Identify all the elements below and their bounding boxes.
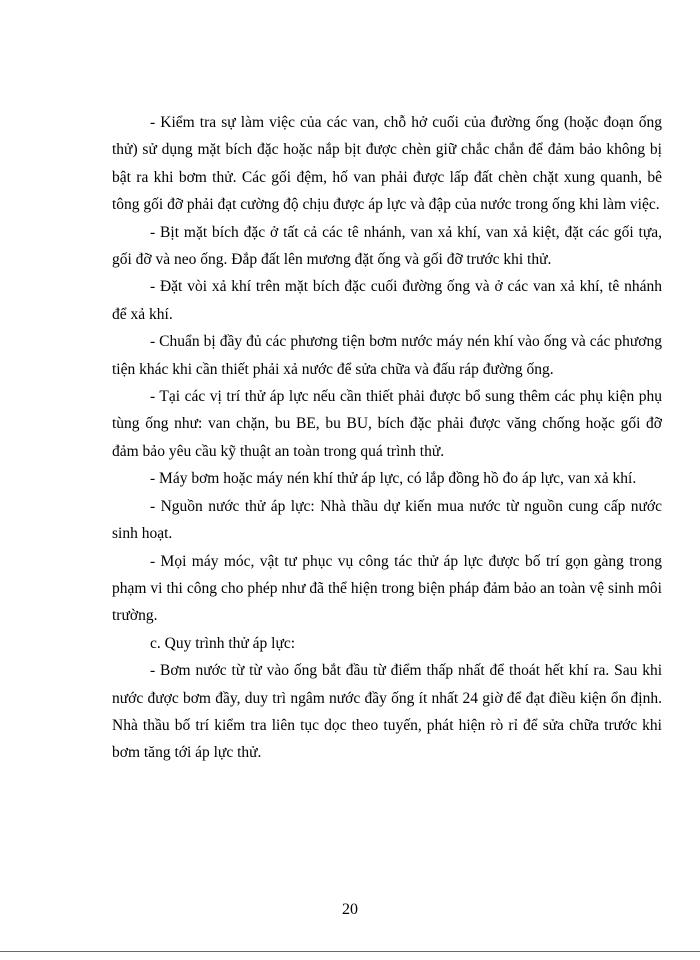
paragraph-air-vent: - Đặt vòi xả khí trên mặt bích đặc cuối đường ống và ở các van xả khí, tê nhánh để xả khí. [112,278,662,323]
paragraph-pumping-equipment: - Chuẩn bị đầy đủ các phương tiện bơm nước máy nén khí vào ống và các phương tiện khác khi cần thiết phải xả nước để sửa chữa và đấu ráp đường ống. [112,333,662,378]
page-number: 20 [342,901,358,918]
section-heading-test-procedure: c. Quy trình thử áp lực: [150,634,296,652]
paragraph-fill-procedure: - Bơm nước từ từ vào ống bắt đầu từ điểm thấp nhất để thoát hết khí ra. Sau khi nước được bơm đầy, duy trì ngâm nước đầy ống ít nhất 24 giờ để đạt điều kiện ổn định. Nhà thầu bố trí kiểm tra liên tục dọc theo tuyến, phát hiện rò rỉ để sửa chữa trước khi bơm tăng tới áp lực thử. [112,662,662,762]
paragraph-fittings: - Tại các vị trí thử áp lực nếu cần thiết phải được bổ sung thêm các phụ kiện phụ tùng ống như: van chặn, bu BE, bu BU, bích đặc phải được văng chống hoặc gối đỡ đảm bảo yêu cầu kỹ thuật an toàn trong quá trình thử. [112,388,662,460]
paragraph-check-valves: - Kiểm tra sự làm việc của các van, chỗ hở cuối của đường ống (hoặc đoạn ống thử) sử dụng mặt bích đặc hoặc nắp bịt được chèn giữ chắc chắn để đảm bảo không bị bật ra khi bơm thử. Các gối đệm, hố van phải được lấp đất chèn chặt xung quanh, bê tông gối đỡ phải đạt cường độ chịu được áp lực và đập của nước trong ống khi làm việc. [112,114,662,214]
paragraph-machinery-arrangement: - Mọi máy móc, vật tư phục vụ công tác thử áp lực được bố trí gọn gàng trong phạm vi thi công cho phép như đã thể hiện trong biện pháp đảm bảo an toàn vệ sinh môi trường. [112,552,662,625]
paragraph-blind-flanges: - Bịt mặt bích đặc ở tất cả các tê nhánh, van xả khí, van xả kiệt, đặt các gối tựa, gối đỡ và neo ống. Đắp đất lên mương đặt ống và gối đỡ trước khi thử. [112,223,662,269]
paragraph-pressure-pump: - Máy bơm hoặc máy nén khí thử áp lực, có lắp đồng hồ đo áp lực, van xả khí. [150,470,637,488]
page-bottom-divider [0,951,700,952]
page-body [112,109,662,767]
paragraph-water-source: - Nguồn nước thử áp lực: Nhà thầu dự kiến mua nước từ nguồn cung cấp nước sinh hoạt. [112,497,662,543]
